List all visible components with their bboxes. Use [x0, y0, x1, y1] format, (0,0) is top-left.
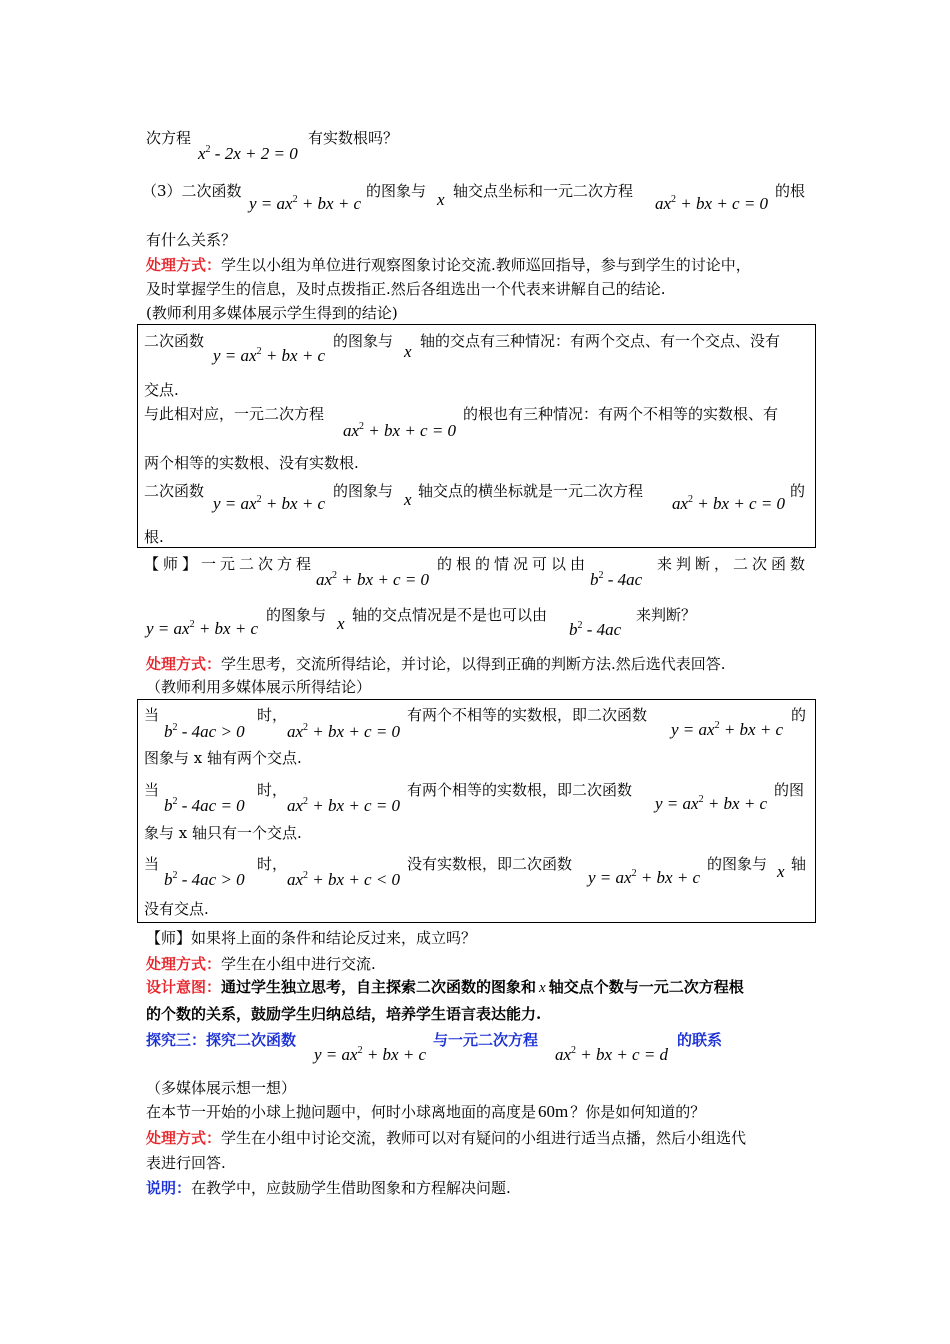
method1-line2: 及时掌握学生的信息，及时点拨指正.然后各组选出一个代表来讲解自己的结论. — [146, 280, 666, 298]
design-text2: 轴交点个数与一元二次方程根 — [548, 978, 744, 996]
p1-text-b-line — [308, 128, 398, 148]
teacher1-disc2: $b^2 - 4ac$ — [569, 620, 622, 639]
p2-eq1: $y = ax^2$ + bx + c — [249, 194, 362, 213]
box2-when-3: 当 — [144, 855, 160, 873]
p1-text-b: 有实数根吗？ — [308, 129, 399, 147]
box1-r5a: 二次函数 — [144, 482, 205, 500]
p2-line2: 有什么关系？ — [146, 231, 237, 249]
p1-equation: $x^2 - 2x + 2 = 0$ — [198, 144, 298, 163]
box2-c3: $b^2 - 4ac > 0$ — [164, 870, 245, 889]
explore3-b: 与一元二次方程 — [433, 1031, 539, 1049]
design-x: x — [539, 980, 546, 996]
box2-t3b: 的图象与 — [707, 855, 768, 873]
box2-c2: $b^2 - 4ac = 0$ — [164, 796, 245, 815]
p2-text-b: 的图象与 — [366, 182, 427, 200]
teacher1-e: 轴的交点情况是不是也可以由 — [352, 606, 548, 624]
box2-when-1: 当 — [144, 706, 160, 724]
explore3-eq2: $ax^2$ + bx + c = d — [555, 1045, 669, 1064]
teacher1-eq: $ax^2$ + bx + c = 0 — [316, 570, 430, 589]
box2-c1: $b^2 - 4ac > 0$ — [164, 722, 245, 741]
box1-r3a: 与此相对应，一元二次方程 — [144, 405, 325, 423]
teacher1-f: 来判断？ — [636, 606, 697, 624]
box2-t2: 有两个相等的实数根，即二次函数 — [407, 781, 633, 799]
box2-l1b: 图象与 x 轴有两个交点. — [144, 749, 302, 767]
note-text: 在教学中，应鼓励学生借助图象和方程解决问题. — [191, 1179, 511, 1197]
box1-r1eq: $y = ax^2$ + bx + c — [213, 346, 326, 365]
box2-t1b: 的 — [791, 706, 807, 724]
box1-r6: 根. — [144, 528, 164, 546]
question-a: 在本节一开始的小球上抛问题中，何时小球离地面的高度是 — [146, 1103, 537, 1121]
box2-when-2: 当 — [144, 781, 160, 799]
explore3-eq1: $y = ax^2$ + bx + c — [314, 1045, 427, 1064]
question-line — [146, 1102, 705, 1122]
box2-shi-3: 时， — [257, 855, 288, 873]
method4-line2: 表进行回答. — [146, 1154, 226, 1172]
method2-line1 — [146, 654, 726, 674]
box1-r1c: 轴的交点有三种情况：有两个交点、有一个交点、没有 — [420, 332, 781, 350]
box1-r1b: 的图象与 — [333, 332, 394, 350]
note-label: 说明： — [146, 1179, 192, 1197]
box2-f3: $y = ax^2$ + bx + c — [588, 868, 701, 887]
p2-text-c: 轴交点坐标和一元二次方程 — [453, 182, 634, 200]
teacher1-b: 的根的情况可以由 — [437, 555, 590, 573]
design-line1 — [146, 977, 744, 998]
teacher2: 【师】如果将上面的条件和结论反过来，成立吗？ — [146, 929, 477, 947]
box1-r5d: 的 — [790, 482, 806, 500]
box1-r1x: x — [404, 342, 412, 361]
teacher1-disc: $b^2 - 4ac$ — [590, 570, 643, 589]
box2-l3b: 没有交点. — [144, 900, 209, 918]
p2-eq2: $ax^2$ + bx + c = 0 — [655, 194, 769, 213]
box2-f1: $y = ax^2$ + bx + c — [671, 720, 784, 739]
explore3-a: 探究三：探究二次函数 — [146, 1031, 297, 1049]
p1-text-a: 次方程 — [146, 129, 192, 147]
teacher1-c: 来判断，二次函数 — [657, 555, 810, 573]
method4-text: 学生在小组中讨论交流，教师可以对有疑问的小组进行适当点播，然后小组选代 — [221, 1129, 747, 1147]
box1-r5c: 轴交点的横坐标就是一元二次方程 — [418, 482, 644, 500]
box2-shi-1: 时， — [257, 706, 288, 724]
box1-r4: 两个相等的实数根、没有实数根. — [144, 454, 359, 472]
explore3-c: 的联系 — [677, 1031, 723, 1049]
method2-label: 处理方式： — [146, 655, 222, 673]
box2-f2: $y = ax^2$ + bx + c — [655, 794, 768, 813]
box2-x3: x — [777, 862, 785, 881]
think-line: （多媒体展示想一想） — [146, 1079, 297, 1097]
box1-r2: 交点. — [144, 381, 179, 399]
design-text: 通过学生独立思考，自主探索二次函数的图象和 — [221, 978, 537, 996]
method2-line2: （教师利用多媒体展示所得结论） — [146, 678, 372, 696]
note-line — [146, 1178, 511, 1198]
box2-t3: 没有实数根，即二次函数 — [407, 855, 573, 873]
design-line2: 的个数的关系，鼓励学生归纳总结，培养学生语言表达能力. — [146, 1005, 542, 1023]
method2-text: 学生思考，交流所得结论，并讨论，以得到正确的判断方法.然后选代表回答. — [221, 655, 726, 673]
teacher1-d: 的图象与 — [266, 606, 327, 624]
method3-line — [146, 954, 376, 974]
teacher1-a: 【师】一元二次方程 — [144, 555, 316, 573]
method4-line1 — [146, 1128, 746, 1148]
box1-r5b: 的图象与 — [333, 482, 394, 500]
box1-r5eq2: $ax^2$ + bx + c = 0 — [672, 494, 786, 513]
design-label: 设计意图： — [146, 978, 222, 996]
teacher1-eq2: $y = ax^2$ + bx + c — [146, 619, 259, 638]
method1-line1 — [146, 255, 751, 275]
p2-text-d: 的根 — [775, 182, 806, 200]
box2-t3c: 轴 — [791, 855, 807, 873]
p2-text-a: （3）二次函数 — [142, 182, 242, 200]
method3-label: 处理方式： — [146, 955, 222, 973]
box2-e3: $ax^2$ + bx + c < 0 — [287, 870, 401, 889]
teacher1-x: x — [337, 614, 345, 633]
question-b: ？你是如何知道的？ — [570, 1103, 706, 1121]
box2-l2b: 象与 x 轴只有一个交点. — [144, 824, 302, 842]
method1-text: 学生以小组为单位进行观察图象讨论交流.教师巡回指导，参与到学生的讨论中， — [221, 256, 751, 274]
box1-r5x: x — [404, 490, 412, 509]
method4-label: 处理方式： — [146, 1129, 222, 1147]
box2-e2: $ax^2$ + bx + c = 0 — [287, 796, 401, 815]
method1-line3: (教师利用多媒体展示学生得到的结论) — [146, 304, 398, 322]
box2-t1: 有两个不相等的实数根，即二次函数 — [407, 706, 648, 724]
p2-x: x — [437, 190, 445, 209]
method1-label: 处理方式： — [146, 256, 222, 274]
p1-line — [146, 128, 191, 148]
box1-r3eq: $ax^2$ + bx + c = 0 — [343, 421, 457, 440]
box2-t2b: 的图 — [774, 781, 805, 799]
box1-r5eq: $y = ax^2$ + bx + c — [213, 494, 326, 513]
box1-r3b: 的根也有三种情况：有两个不相等的实数根、有 — [463, 405, 779, 423]
box1-r1a: 二次函数 — [144, 332, 205, 350]
box2-e1: $ax^2$ + bx + c = 0 — [287, 722, 401, 741]
box2-shi-2: 时， — [257, 781, 288, 799]
method3-text: 学生在小组中进行交流. — [221, 955, 376, 973]
question-value: 60m — [538, 1102, 569, 1121]
